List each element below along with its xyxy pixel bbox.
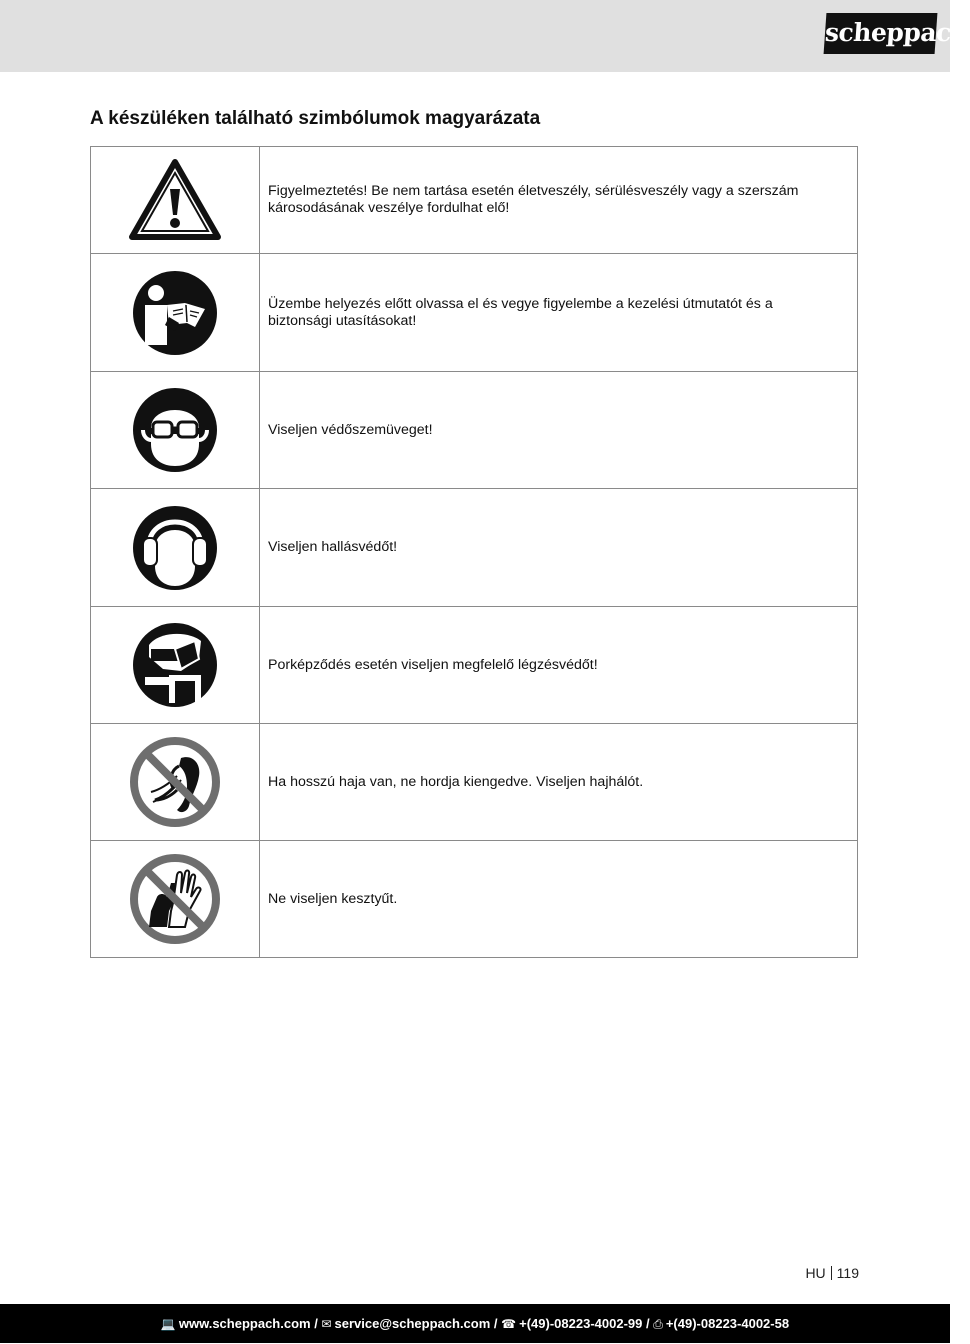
icon-cell <box>91 254 260 372</box>
table-row <box>91 724 858 841</box>
row-text: Viseljen védőszemüveget! <box>260 372 858 489</box>
respirator-icon <box>129 619 221 711</box>
row-text: Viseljen hallásvédőt! <box>260 489 858 607</box>
phone-icon: ☎ <box>501 1317 517 1331</box>
footer-separator: / <box>645 1316 650 1331</box>
ear-protection-icon <box>129 502 221 594</box>
fax-icon: ⎙ <box>653 1317 663 1331</box>
footer-phone: +(49)-08223-4002-99 <box>519 1316 643 1331</box>
row-text: Üzembe helyezés előtt olvassa el és vegye figyelembe a kezelési útmutatót és a biztonsági utasításokat! <box>260 254 858 372</box>
footer-website[interactable]: www.scheppach.com <box>178 1316 311 1331</box>
icon-cell <box>91 372 260 489</box>
footer-separator: / <box>314 1316 318 1331</box>
table-row <box>91 841 858 958</box>
table-row <box>91 607 858 724</box>
no-gloves-icon <box>129 853 221 945</box>
footer-email[interactable]: service@scheppach.com <box>334 1316 491 1331</box>
row-text: Ha hosszú haja van, ne hordja kiengedve. Viseljen hajhálót. <box>260 724 858 841</box>
mail-icon: ✉ <box>321 1317 332 1331</box>
row-text: Porképződés esetén viseljen megfelelő légzésvédőt! <box>260 607 858 724</box>
icon-cell <box>91 489 260 607</box>
computer-icon: 💻 <box>160 1317 176 1331</box>
table-row <box>91 254 858 372</box>
symbols-table <box>90 146 858 958</box>
page-number-value: 119 <box>836 1265 859 1281</box>
row-text: Figyelmeztetés! Be nem tartása esetén életveszély, sérülésveszély vagy a szerszám károsodásának veszélye fordulhat elő! <box>260 147 858 254</box>
warning-triangle-icon <box>129 159 221 241</box>
language-code: HU <box>805 1265 826 1281</box>
footer-bar <box>0 1304 950 1343</box>
scheppach-logo: scheppach <box>824 13 938 54</box>
icon-cell <box>91 724 260 841</box>
no-long-hair-icon <box>129 736 221 828</box>
row-text: Ne viseljen kesztyűt. <box>260 841 858 958</box>
page-title: A készüléken található szimbólumok magyarázata <box>90 108 541 129</box>
icon-cell <box>91 147 260 254</box>
header-band <box>0 0 970 72</box>
icon-cell <box>91 841 260 958</box>
page-number <box>805 1265 859 1281</box>
safety-goggles-icon <box>129 384 221 476</box>
footer-fax: +(49)-08223-4002-58 <box>665 1316 790 1331</box>
read-manual-icon <box>129 267 221 359</box>
table-row <box>91 489 858 607</box>
table-row <box>91 147 858 254</box>
divider <box>831 1266 832 1280</box>
table-row <box>91 372 858 489</box>
footer-separator: / <box>493 1316 498 1331</box>
icon-cell <box>91 607 260 724</box>
